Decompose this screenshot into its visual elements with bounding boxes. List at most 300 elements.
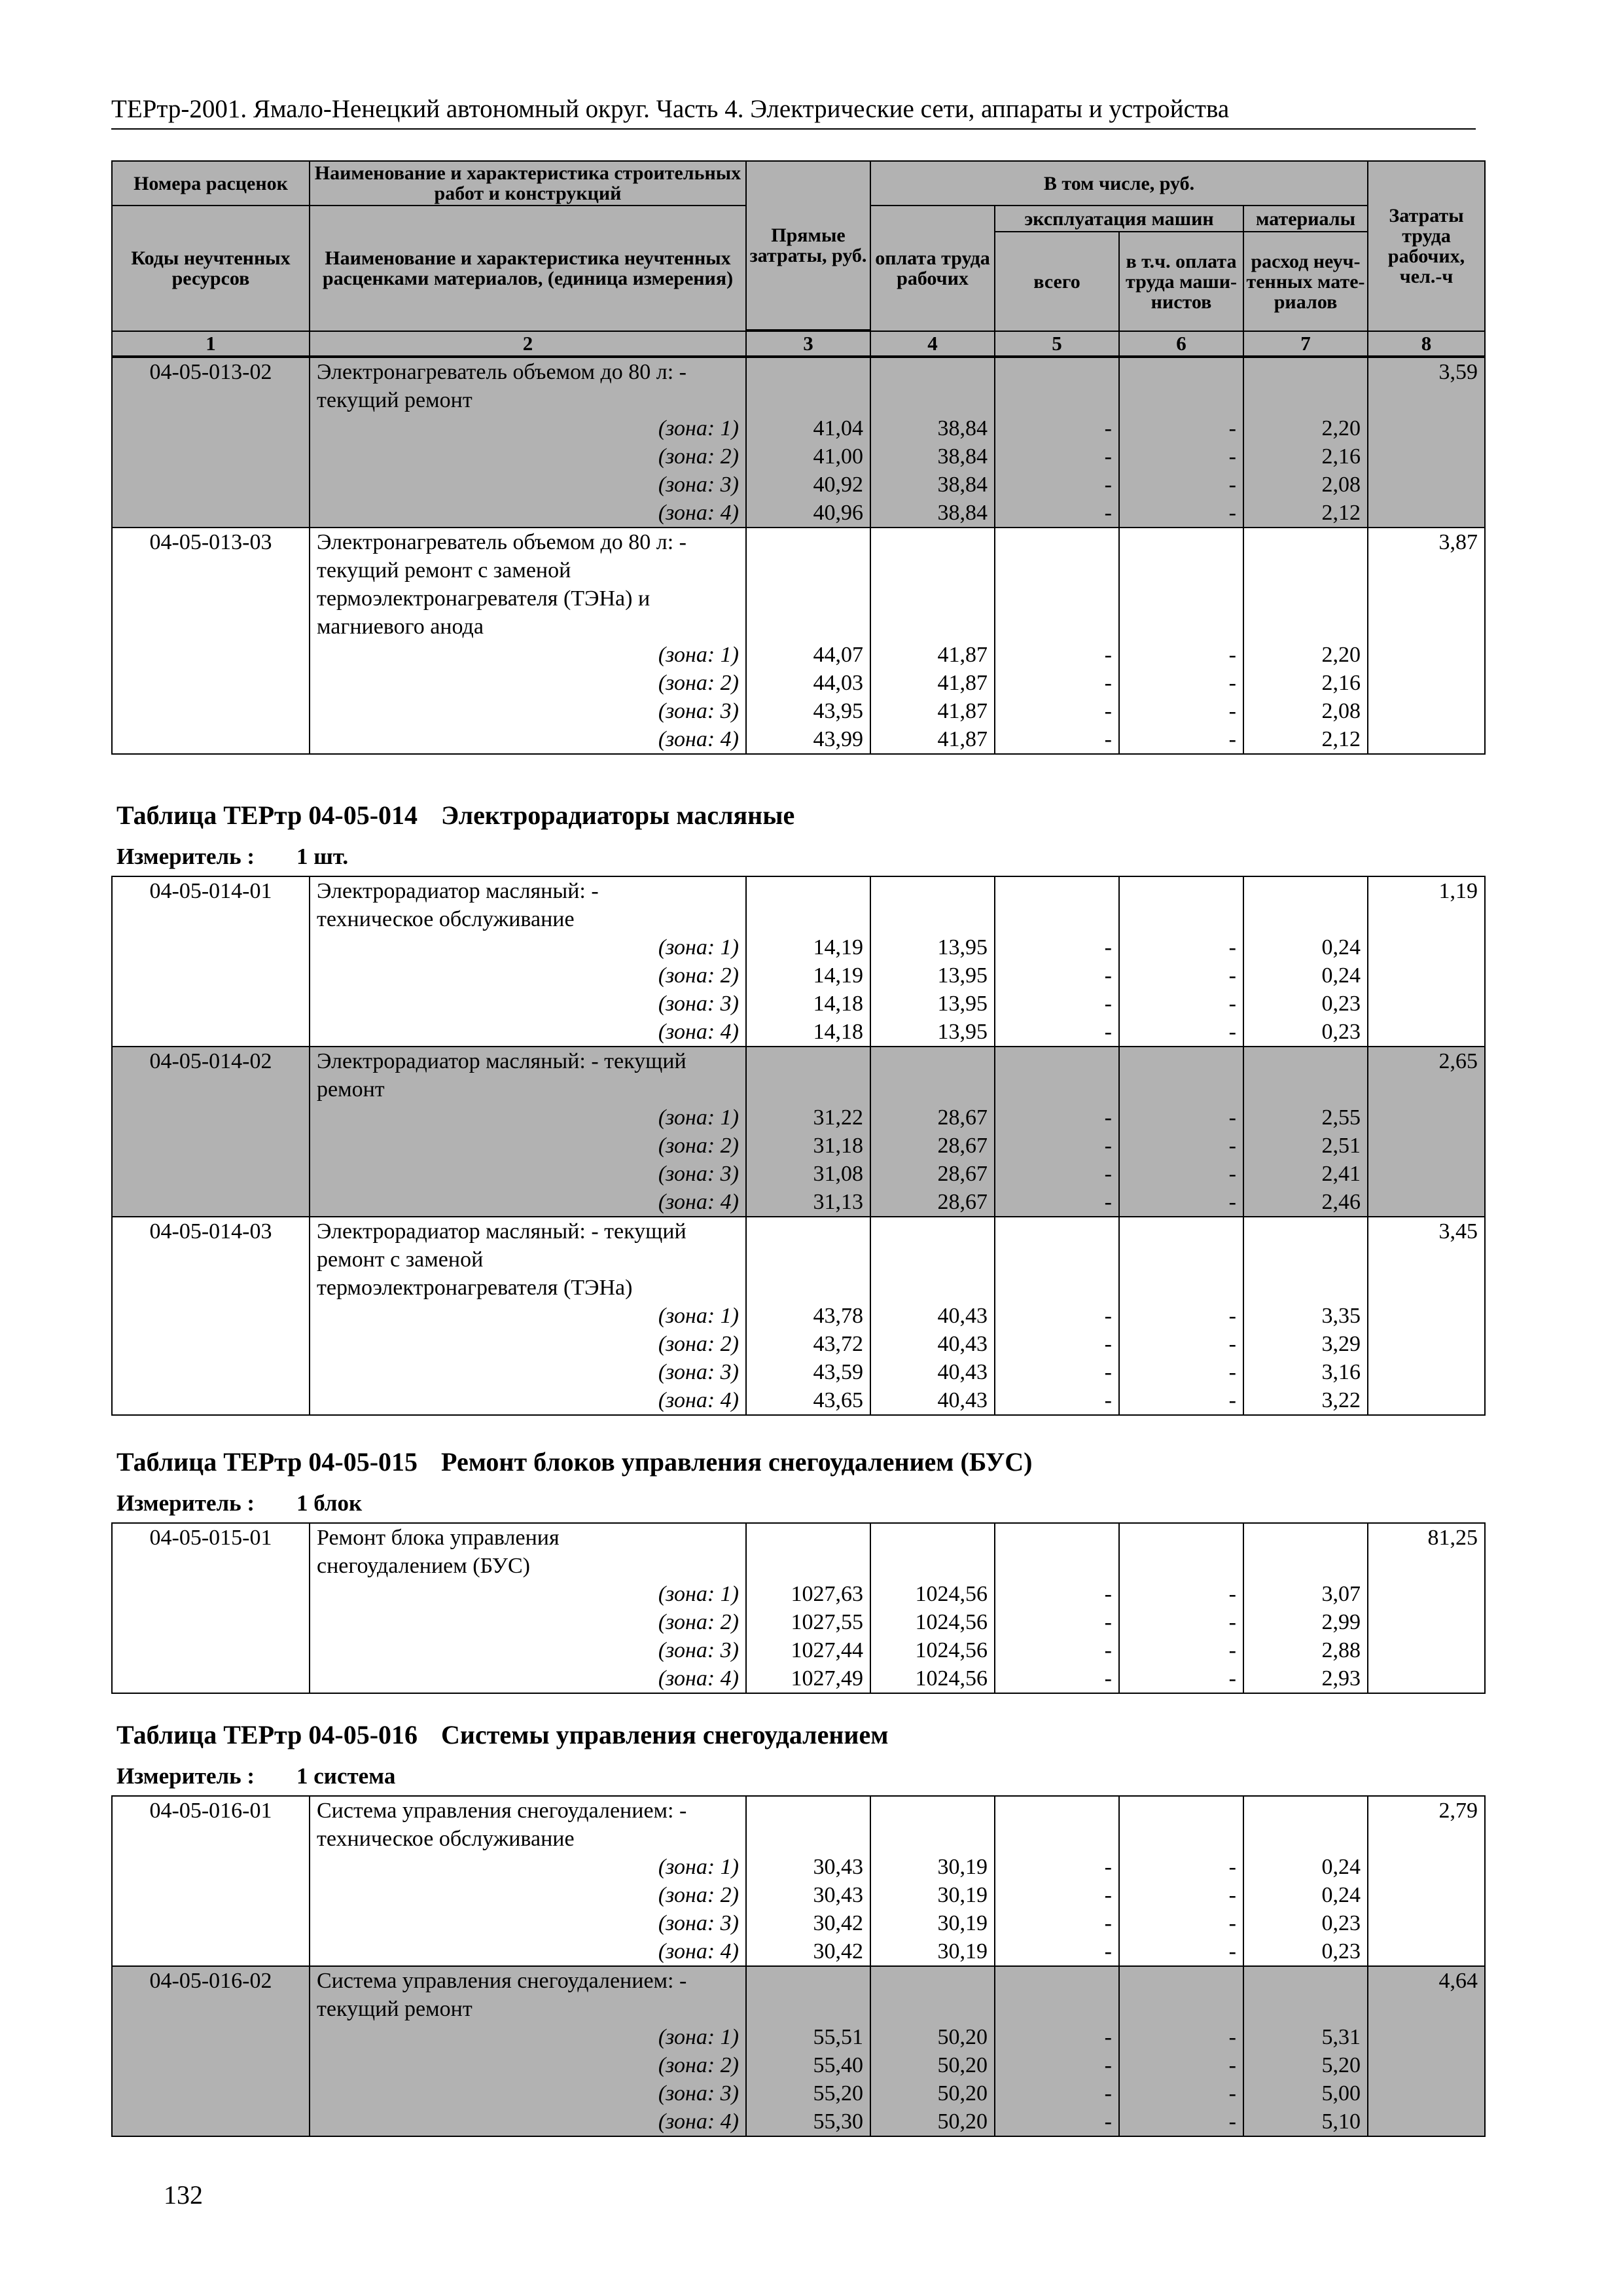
machinist-pay: - bbox=[1119, 990, 1243, 1018]
machines-total: - bbox=[995, 2108, 1119, 2136]
page-header: ТЕРтр-2001. Ямало-Ненецкий автономный округ. Часть 4. Электрические сети, аппараты и устройства bbox=[111, 93, 1476, 130]
zone-row bbox=[112, 2023, 1485, 2051]
material-expense: 2,08 bbox=[1243, 697, 1368, 725]
zone-label: (зона: 3) bbox=[310, 2079, 746, 2108]
work-name-line: магниевого анода bbox=[310, 613, 746, 641]
zone-label: (зона: 2) bbox=[310, 2051, 746, 2079]
machines-total: - bbox=[995, 725, 1119, 754]
labor-cost: 2,79 bbox=[1368, 1796, 1485, 1966]
machines-total: - bbox=[995, 1608, 1119, 1636]
empty-cell bbox=[870, 1523, 995, 1580]
rate-code: 04-05-016-02 bbox=[112, 1966, 310, 2136]
machines-total: - bbox=[995, 1881, 1119, 1909]
labor-cost: 3,59 bbox=[1368, 357, 1485, 528]
machines-total: - bbox=[995, 1302, 1119, 1330]
machinist-pay: - bbox=[1119, 933, 1243, 961]
zone-label: (зона: 3) bbox=[310, 1358, 746, 1386]
machinist-pay: - bbox=[1119, 1018, 1243, 1047]
worker-pay: 30,19 bbox=[870, 1853, 995, 1881]
col-number: 2 bbox=[310, 331, 746, 356]
zone-label: (зона: 3) bbox=[310, 1909, 746, 1937]
labor-cost: 3,87 bbox=[1368, 528, 1485, 754]
material-expense: 2,16 bbox=[1243, 442, 1368, 471]
worker-pay: 38,84 bbox=[870, 414, 995, 442]
empty-cell bbox=[995, 528, 1119, 641]
table-id: Таблица ТЕРтр 04-05-016 bbox=[116, 1720, 418, 1749]
rate-code: 04-05-016-01 bbox=[112, 1796, 310, 1966]
machinist-pay: - bbox=[1119, 1664, 1243, 1693]
material-expense: 2,93 bbox=[1243, 1664, 1368, 1693]
zone-label: (зона: 3) bbox=[310, 1636, 746, 1664]
machines-total: - bbox=[995, 1330, 1119, 1358]
table-04-05-016 bbox=[111, 1795, 1484, 2137]
col-resource-codes-header: Коды неучтенных ресурсов bbox=[112, 206, 310, 331]
empty-cell bbox=[746, 876, 870, 933]
zone-label: (зона: 2) bbox=[310, 1608, 746, 1636]
work-name-line: снегоудалением (БУС) bbox=[310, 1552, 746, 1580]
work-name-line: термоэлектронагревателя (ТЭНа) bbox=[310, 1274, 746, 1302]
machines-total: - bbox=[995, 2051, 1119, 2079]
worker-pay: 1024,56 bbox=[870, 1636, 995, 1664]
machines-total: - bbox=[995, 471, 1119, 499]
zone-row bbox=[112, 1608, 1485, 1636]
machinist-pay: - bbox=[1119, 1937, 1243, 1966]
zone-row bbox=[112, 641, 1485, 669]
empty-cell bbox=[1243, 528, 1368, 641]
material-expense: 3,16 bbox=[1243, 1358, 1368, 1386]
material-expense: 3,29 bbox=[1243, 1330, 1368, 1358]
direct-cost: 1027,49 bbox=[746, 1664, 870, 1693]
work-name-line: Электронагреватель объемом до 80 л: - bbox=[310, 528, 746, 556]
machines-total: - bbox=[995, 1636, 1119, 1664]
table-unit bbox=[116, 844, 348, 870]
machines-total: - bbox=[995, 933, 1119, 961]
zone-label: (зона: 2) bbox=[310, 961, 746, 990]
table-04-05-014 bbox=[111, 876, 1484, 1416]
machines-total: - bbox=[995, 499, 1119, 528]
labor-cost: 2,65 bbox=[1368, 1047, 1485, 1217]
machinist-pay: - bbox=[1119, 442, 1243, 471]
column-header bbox=[111, 160, 1486, 357]
machines-total: - bbox=[995, 1188, 1119, 1217]
col-machinist-pay-header: в т.ч. оплата труда маши-нистов bbox=[1119, 232, 1243, 331]
work-name-line: Ремонт блока управления bbox=[310, 1523, 746, 1552]
direct-cost: 31,18 bbox=[746, 1132, 870, 1160]
empty-cell bbox=[870, 528, 995, 641]
col-including-header: В том числе, руб. bbox=[870, 161, 1368, 206]
machinist-pay: - bbox=[1119, 499, 1243, 528]
worker-pay: 28,67 bbox=[870, 1132, 995, 1160]
table-unit bbox=[116, 1490, 362, 1516]
worker-pay: 41,87 bbox=[870, 641, 995, 669]
direct-cost: 40,96 bbox=[746, 499, 870, 528]
direct-cost: 44,07 bbox=[746, 641, 870, 669]
work-name-line: ремонт bbox=[310, 1075, 746, 1103]
table-unit bbox=[116, 1763, 395, 1789]
zone-label: (зона: 1) bbox=[310, 1302, 746, 1330]
empty-cell bbox=[1119, 1966, 1243, 2023]
material-expense: 2,12 bbox=[1243, 725, 1368, 754]
zone-row bbox=[112, 1580, 1485, 1608]
direct-cost: 43,95 bbox=[746, 697, 870, 725]
work-name-line: Система управления снегоудалением: - bbox=[310, 1966, 746, 1995]
work-name-line: текущий ремонт с заменой bbox=[310, 556, 746, 584]
worker-pay: 28,67 bbox=[870, 1188, 995, 1217]
empty-cell bbox=[746, 357, 870, 414]
zone-label: (зона: 4) bbox=[310, 2108, 746, 2136]
direct-cost: 14,18 bbox=[746, 990, 870, 1018]
table-04-05-015 bbox=[111, 1522, 1484, 1694]
empty-cell bbox=[1243, 357, 1368, 414]
machinist-pay: - bbox=[1119, 961, 1243, 990]
zone-label: (зона: 1) bbox=[310, 1103, 746, 1132]
zone-label: (зона: 1) bbox=[310, 1580, 746, 1608]
table-title: Ремонт блоков управления снегоудалением (БУС) bbox=[441, 1447, 1033, 1477]
machines-total: - bbox=[995, 442, 1119, 471]
direct-cost: 43,99 bbox=[746, 725, 870, 754]
empty-cell bbox=[1243, 1523, 1368, 1580]
zone-label: (зона: 4) bbox=[310, 1188, 746, 1217]
machinist-pay: - bbox=[1119, 1608, 1243, 1636]
material-expense: 3,22 bbox=[1243, 1386, 1368, 1415]
col-material-name-header: Наименование и характеристика неучтенных расценками материалов, (единица измерения) bbox=[310, 206, 746, 331]
zone-label: (зона: 1) bbox=[310, 933, 746, 961]
worker-pay: 50,20 bbox=[870, 2108, 995, 2136]
table-row bbox=[112, 1047, 1485, 1075]
material-expense: 5,00 bbox=[1243, 2079, 1368, 2108]
machines-total: - bbox=[995, 414, 1119, 442]
zone-row bbox=[112, 1018, 1485, 1047]
work-name-line: Электронагреватель объемом до 80 л: - bbox=[310, 357, 746, 386]
empty-cell bbox=[995, 1047, 1119, 1103]
machinist-pay: - bbox=[1119, 1580, 1243, 1608]
material-expense: 0,24 bbox=[1243, 1853, 1368, 1881]
direct-cost: 1027,63 bbox=[746, 1580, 870, 1608]
worker-pay: 41,87 bbox=[870, 725, 995, 754]
direct-cost: 44,03 bbox=[746, 669, 870, 697]
machines-total: - bbox=[995, 1386, 1119, 1415]
rate-code: 04-05-015-01 bbox=[112, 1523, 310, 1693]
machinist-pay: - bbox=[1119, 1909, 1243, 1937]
direct-cost: 43,65 bbox=[746, 1386, 870, 1415]
direct-cost: 43,72 bbox=[746, 1330, 870, 1358]
direct-cost: 55,40 bbox=[746, 2051, 870, 2079]
machines-total: - bbox=[995, 1132, 1119, 1160]
zone-row bbox=[112, 1132, 1485, 1160]
zone-row bbox=[112, 1358, 1485, 1386]
machines-total: - bbox=[995, 961, 1119, 990]
page-number: 132 bbox=[164, 2180, 203, 2210]
work-name-line: Электрорадиатор масляный: - текущий bbox=[310, 1217, 746, 1246]
machines-total: - bbox=[995, 1909, 1119, 1937]
zone-label: (зона: 2) bbox=[310, 1132, 746, 1160]
material-expense: 5,10 bbox=[1243, 2108, 1368, 2136]
col-machines-total-header: всего bbox=[995, 232, 1119, 331]
zone-label: (зона: 1) bbox=[310, 414, 746, 442]
table-row bbox=[112, 1796, 1485, 1825]
direct-cost: 41,00 bbox=[746, 442, 870, 471]
table-04-05-013 bbox=[111, 160, 1484, 755]
empty-cell bbox=[870, 1796, 995, 1853]
direct-cost: 40,92 bbox=[746, 471, 870, 499]
empty-cell bbox=[870, 1217, 995, 1302]
material-expense: 2,12 bbox=[1243, 499, 1368, 528]
worker-pay: 30,19 bbox=[870, 1937, 995, 1966]
machines-total: - bbox=[995, 669, 1119, 697]
empty-cell bbox=[1119, 357, 1243, 414]
zone-label: (зона: 4) bbox=[310, 1664, 746, 1693]
empty-cell bbox=[995, 1966, 1119, 2023]
machinist-pay: - bbox=[1119, 2051, 1243, 2079]
direct-cost: 43,59 bbox=[746, 1358, 870, 1386]
table-title: Системы управления снегоудалением bbox=[441, 1720, 889, 1749]
table-row bbox=[112, 528, 1485, 556]
col-labor-cost-header: Затраты труда рабочих, чел.-ч bbox=[1368, 161, 1485, 331]
worker-pay: 1024,56 bbox=[870, 1580, 995, 1608]
col-rate-numbers-header: Номера расценок bbox=[112, 161, 310, 206]
machinist-pay: - bbox=[1119, 669, 1243, 697]
worker-pay: 13,95 bbox=[870, 1018, 995, 1047]
machines-total: - bbox=[995, 641, 1119, 669]
worker-pay: 40,43 bbox=[870, 1302, 995, 1330]
empty-cell bbox=[995, 1523, 1119, 1580]
col-worker-pay-header: оплата труда рабочих bbox=[870, 206, 995, 331]
direct-cost: 55,30 bbox=[746, 2108, 870, 2136]
rate-code: 04-05-013-03 bbox=[112, 528, 310, 754]
rates-table bbox=[111, 1795, 1486, 2137]
material-expense: 2,16 bbox=[1243, 669, 1368, 697]
machinist-pay: - bbox=[1119, 1636, 1243, 1664]
zone-row bbox=[112, 1853, 1485, 1881]
table-caption bbox=[116, 1719, 888, 1750]
col-machines-header: эксплуатация машин bbox=[995, 206, 1243, 232]
worker-pay: 30,19 bbox=[870, 1881, 995, 1909]
table-id: Таблица ТЕРтр 04-05-014 bbox=[116, 800, 418, 830]
worker-pay: 40,43 bbox=[870, 1386, 995, 1415]
work-name-line: техническое обслуживание bbox=[310, 905, 746, 933]
direct-cost: 55,20 bbox=[746, 2079, 870, 2108]
empty-cell bbox=[995, 876, 1119, 933]
empty-cell bbox=[870, 1966, 995, 2023]
zone-label: (зона: 3) bbox=[310, 1160, 746, 1188]
machinist-pay: - bbox=[1119, 1330, 1243, 1358]
empty-cell bbox=[870, 876, 995, 933]
col-number: 5 bbox=[995, 331, 1119, 356]
material-expense: 2,20 bbox=[1243, 641, 1368, 669]
col-number: 4 bbox=[870, 331, 995, 356]
zone-row bbox=[112, 1937, 1485, 1966]
zone-row bbox=[112, 933, 1485, 961]
zone-row bbox=[112, 414, 1485, 442]
direct-cost: 14,19 bbox=[746, 933, 870, 961]
zone-label: (зона: 4) bbox=[310, 1937, 746, 1966]
machines-total: - bbox=[995, 2023, 1119, 2051]
work-name-line: техническое обслуживание bbox=[310, 1825, 746, 1853]
zone-label: (зона: 3) bbox=[310, 697, 746, 725]
zone-row bbox=[112, 1386, 1485, 1415]
material-expense: 0,23 bbox=[1243, 1018, 1368, 1047]
direct-cost: 31,22 bbox=[746, 1103, 870, 1132]
material-expense: 2,20 bbox=[1243, 414, 1368, 442]
zone-row bbox=[112, 1881, 1485, 1909]
unit-value: 1 система bbox=[296, 1763, 396, 1789]
machinist-pay: - bbox=[1119, 1881, 1243, 1909]
direct-cost: 55,51 bbox=[746, 2023, 870, 2051]
rate-code: 04-05-014-03 bbox=[112, 1217, 310, 1415]
material-expense: 2,99 bbox=[1243, 1608, 1368, 1636]
table-row bbox=[112, 876, 1485, 905]
col-materials-header: материалы bbox=[1243, 206, 1368, 232]
zone-label: (зона: 4) bbox=[310, 725, 746, 754]
worker-pay: 1024,56 bbox=[870, 1664, 995, 1693]
work-name-line: текущий ремонт bbox=[310, 1995, 746, 2023]
worker-pay: 41,87 bbox=[870, 697, 995, 725]
zone-label: (зона: 2) bbox=[310, 1881, 746, 1909]
col-material-expense-header: расход неуч-тенных мате-риалов bbox=[1243, 232, 1368, 331]
zone-label: (зона: 3) bbox=[310, 990, 746, 1018]
col-number: 1 bbox=[112, 331, 310, 356]
col-number: 8 bbox=[1368, 331, 1485, 356]
material-expense: 0,23 bbox=[1243, 1909, 1368, 1937]
machines-total: - bbox=[995, 1018, 1119, 1047]
worker-pay: 38,84 bbox=[870, 471, 995, 499]
zone-label: (зона: 1) bbox=[310, 641, 746, 669]
labor-cost: 1,19 bbox=[1368, 876, 1485, 1047]
zone-row bbox=[112, 1188, 1485, 1217]
empty-cell bbox=[746, 528, 870, 641]
col-number: 3 bbox=[746, 331, 870, 356]
machines-total: - bbox=[995, 1103, 1119, 1132]
col-direct-cost-header: Прямые затраты, руб. bbox=[746, 161, 870, 330]
worker-pay: 1024,56 bbox=[870, 1608, 995, 1636]
zone-row bbox=[112, 990, 1485, 1018]
material-expense: 0,24 bbox=[1243, 1881, 1368, 1909]
machines-total: - bbox=[995, 1358, 1119, 1386]
material-expense: 2,41 bbox=[1243, 1160, 1368, 1188]
zone-row bbox=[112, 1664, 1485, 1693]
zone-label: (зона: 1) bbox=[310, 2023, 746, 2051]
machinist-pay: - bbox=[1119, 414, 1243, 442]
work-name-line: ремонт с заменой bbox=[310, 1246, 746, 1274]
empty-cell bbox=[1243, 876, 1368, 933]
unit-label: Измеритель : bbox=[116, 844, 255, 869]
machinist-pay: - bbox=[1119, 1853, 1243, 1881]
table-id: Таблица ТЕРтр 04-05-015 bbox=[116, 1447, 418, 1477]
zone-row bbox=[112, 2108, 1485, 2136]
rates-table bbox=[111, 876, 1486, 1416]
worker-pay: 30,19 bbox=[870, 1909, 995, 1937]
empty-cell bbox=[746, 1966, 870, 2023]
direct-cost: 1027,44 bbox=[746, 1636, 870, 1664]
material-expense: 0,23 bbox=[1243, 1937, 1368, 1966]
empty-cell bbox=[1119, 1796, 1243, 1853]
direct-cost: 30,42 bbox=[746, 1909, 870, 1937]
machines-total: - bbox=[995, 697, 1119, 725]
direct-cost: 30,43 bbox=[746, 1853, 870, 1881]
material-expense: 5,20 bbox=[1243, 2051, 1368, 2079]
worker-pay: 13,95 bbox=[870, 933, 995, 961]
table-row bbox=[112, 1966, 1485, 1995]
machines-total: - bbox=[995, 1937, 1119, 1966]
empty-cell bbox=[1119, 1523, 1243, 1580]
unit-value: 1 шт. bbox=[296, 844, 349, 869]
machinist-pay: - bbox=[1119, 1358, 1243, 1386]
zone-row bbox=[112, 1302, 1485, 1330]
empty-cell bbox=[1243, 1966, 1368, 2023]
machinist-pay: - bbox=[1119, 2079, 1243, 2108]
rate-code: 04-05-013-02 bbox=[112, 357, 310, 528]
zone-row bbox=[112, 669, 1485, 697]
zone-row bbox=[112, 725, 1485, 754]
zone-row bbox=[112, 1636, 1485, 1664]
zone-label: (зона: 2) bbox=[310, 669, 746, 697]
material-expense: 0,23 bbox=[1243, 990, 1368, 1018]
labor-cost: 81,25 bbox=[1368, 1523, 1485, 1693]
work-name-line: термоэлектронагревателя (ТЭНа) и bbox=[310, 584, 746, 613]
unit-label: Измеритель : bbox=[116, 1763, 255, 1789]
direct-cost: 30,42 bbox=[746, 1937, 870, 1966]
work-name-line: Система управления снегоудалением: - bbox=[310, 1796, 746, 1825]
machinist-pay: - bbox=[1119, 1103, 1243, 1132]
machines-total: - bbox=[995, 1853, 1119, 1881]
direct-cost: 14,18 bbox=[746, 1018, 870, 1047]
material-expense: 0,24 bbox=[1243, 961, 1368, 990]
machinist-pay: - bbox=[1119, 641, 1243, 669]
zone-row bbox=[112, 2079, 1485, 2108]
direct-cost: 14,19 bbox=[746, 961, 870, 990]
zone-label: (зона: 2) bbox=[310, 442, 746, 471]
material-expense: 5,31 bbox=[1243, 2023, 1368, 2051]
empty-cell bbox=[1119, 1217, 1243, 1302]
worker-pay: 28,67 bbox=[870, 1103, 995, 1132]
empty-cell bbox=[1243, 1217, 1368, 1302]
table-caption bbox=[116, 1446, 1032, 1477]
empty-cell bbox=[746, 1523, 870, 1580]
direct-cost: 30,43 bbox=[746, 1881, 870, 1909]
material-expense: 2,55 bbox=[1243, 1103, 1368, 1132]
machines-total: - bbox=[995, 1580, 1119, 1608]
zone-label: (зона: 4) bbox=[310, 1018, 746, 1047]
labor-cost: 3,45 bbox=[1368, 1217, 1485, 1415]
zone-label: (зона: 3) bbox=[310, 471, 746, 499]
rate-code: 04-05-014-02 bbox=[112, 1047, 310, 1217]
worker-pay: 41,87 bbox=[870, 669, 995, 697]
worker-pay: 40,43 bbox=[870, 1330, 995, 1358]
table-row bbox=[112, 357, 1485, 386]
worker-pay: 50,20 bbox=[870, 2051, 995, 2079]
col-work-name-header: Наименование и характеристика строительных работ и конструкций bbox=[310, 161, 746, 206]
worker-pay: 40,43 bbox=[870, 1358, 995, 1386]
table-title: Электрорадиаторы масляные bbox=[441, 800, 795, 830]
rates-table bbox=[111, 1522, 1486, 1694]
zone-row bbox=[112, 471, 1485, 499]
machines-total: - bbox=[995, 990, 1119, 1018]
machinist-pay: - bbox=[1119, 697, 1243, 725]
unit-label: Измеритель : bbox=[116, 1490, 255, 1516]
direct-cost: 43,78 bbox=[746, 1302, 870, 1330]
machinist-pay: - bbox=[1119, 1302, 1243, 1330]
direct-cost: 1027,55 bbox=[746, 1608, 870, 1636]
empty-cell bbox=[746, 1796, 870, 1853]
worker-pay: 50,20 bbox=[870, 2079, 995, 2108]
machinist-pay: - bbox=[1119, 2023, 1243, 2051]
direct-cost: 31,08 bbox=[746, 1160, 870, 1188]
table-row bbox=[112, 1523, 1485, 1552]
zone-row bbox=[112, 1103, 1485, 1132]
empty-cell bbox=[1119, 876, 1243, 933]
worker-pay: 38,84 bbox=[870, 442, 995, 471]
table-caption bbox=[116, 800, 794, 831]
